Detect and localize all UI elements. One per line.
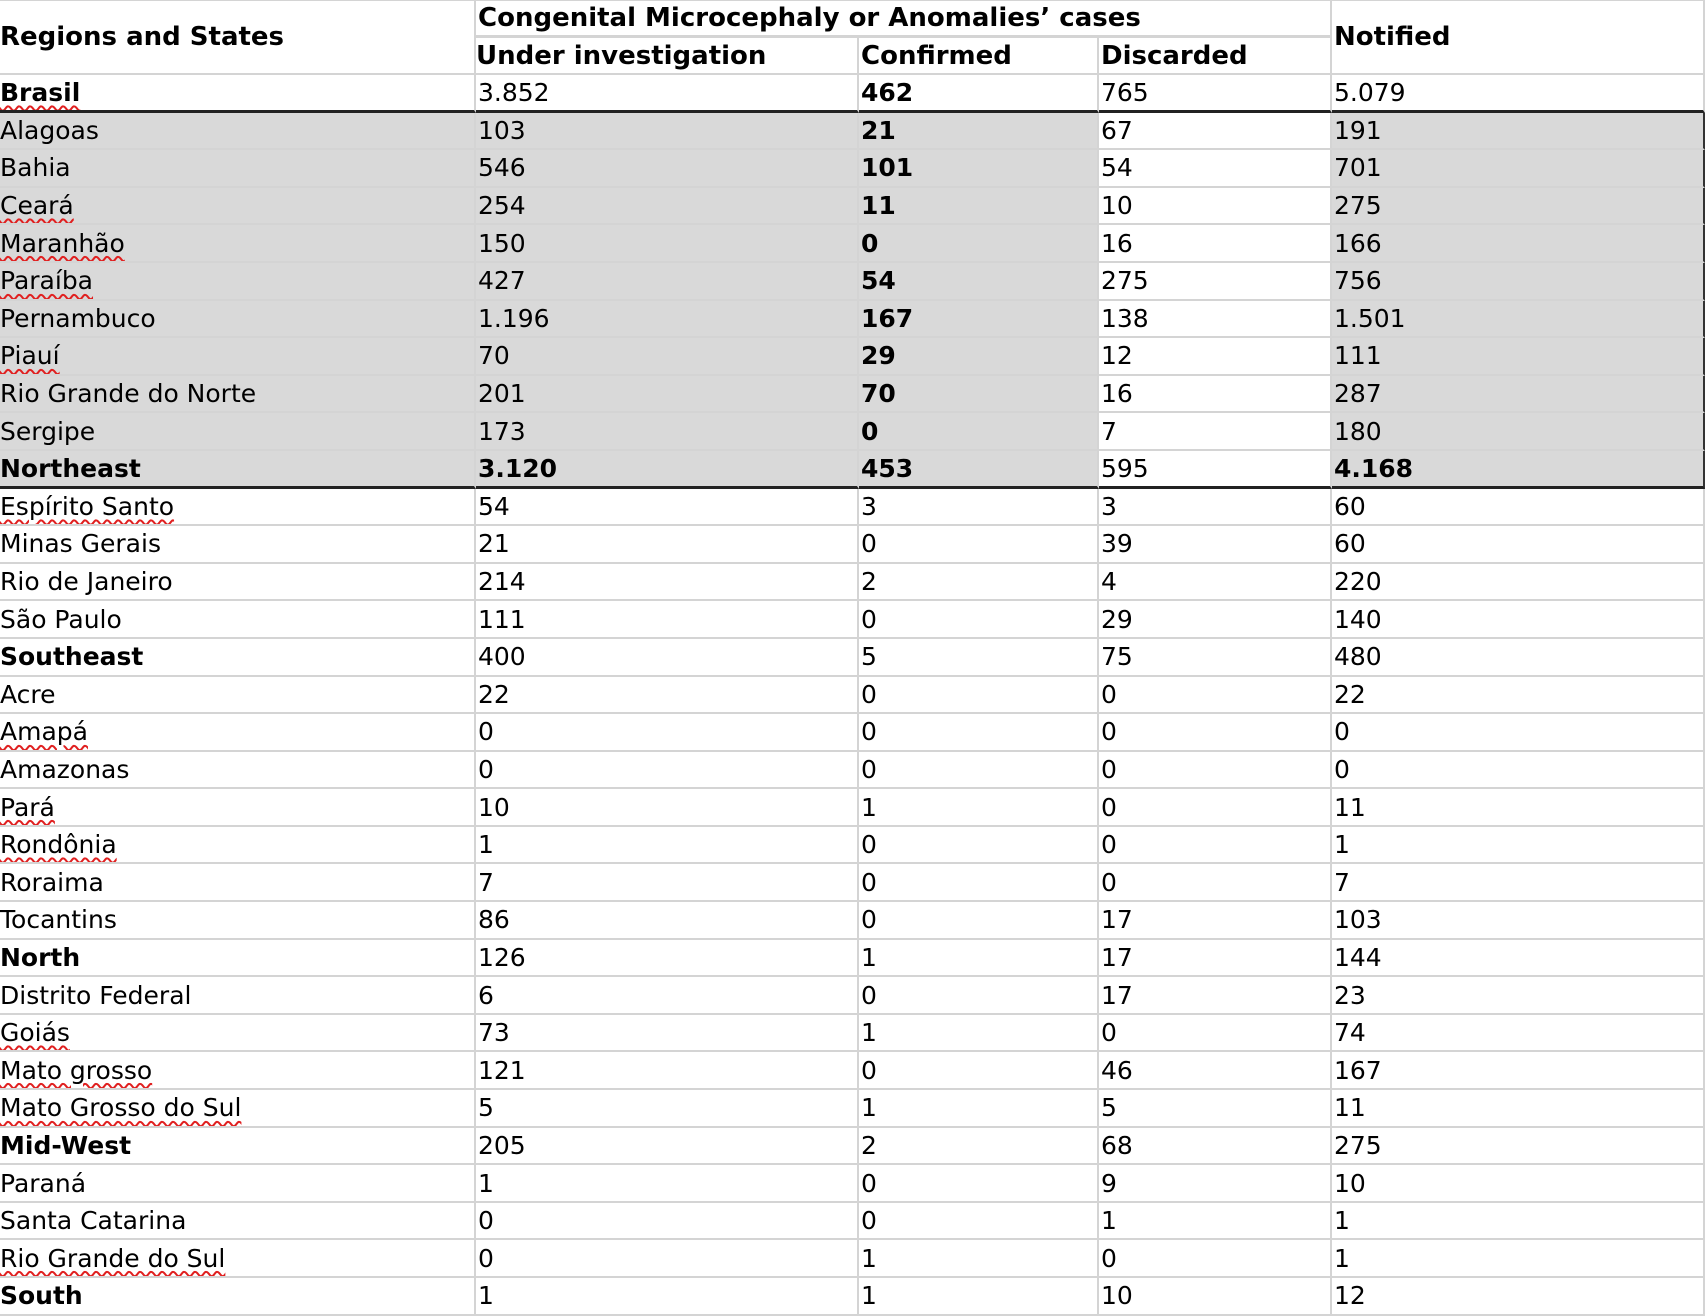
cell-confirmed: 11: [859, 188, 1099, 226]
cell-notified: 701: [1332, 150, 1705, 188]
table-row: [0, 150, 1705, 188]
cell-under: 7: [476, 864, 859, 902]
cell-discarded: 39: [1099, 526, 1332, 564]
row-name: Ceará: [0, 188, 476, 226]
table-row: [0, 714, 1705, 752]
cell-confirmed: 453: [859, 451, 1099, 489]
row-name: Distrito Federal: [0, 977, 476, 1015]
cell-confirmed: 29: [859, 338, 1099, 376]
cell-confirmed: 1: [859, 789, 1099, 827]
table-row: [0, 188, 1705, 226]
cell-discarded: 0: [1099, 677, 1332, 715]
cell-discarded: 275: [1099, 263, 1332, 301]
cell-notified: 275: [1332, 188, 1705, 226]
table-row: [0, 1052, 1705, 1090]
cell-confirmed: 0: [859, 864, 1099, 902]
cell-discarded: 7: [1099, 413, 1332, 451]
cell-notified: 74: [1332, 1015, 1705, 1053]
cell-under: 1.196: [476, 301, 859, 339]
cell-discarded: 5: [1099, 1090, 1332, 1128]
cell-notified: 11: [1332, 789, 1705, 827]
cell-confirmed: 70: [859, 376, 1099, 414]
cell-notified: 191: [1332, 113, 1705, 151]
row-name: Bahia: [0, 150, 476, 188]
cell-confirmed: 0: [859, 526, 1099, 564]
cell-discarded: 67: [1099, 113, 1332, 151]
header-under-investigation: Under investigation: [476, 37, 859, 75]
table-row-north-total: [0, 940, 1705, 978]
cell-notified: 60: [1332, 489, 1705, 527]
table-row: [0, 1203, 1705, 1241]
cell-discarded: 17: [1099, 940, 1332, 978]
cell-confirmed: 54: [859, 263, 1099, 301]
row-name: North: [0, 940, 476, 978]
row-name: Espírito Santo: [0, 489, 476, 527]
row-name: Acre: [0, 677, 476, 715]
cell-under: 1: [476, 1278, 859, 1316]
table-row: [0, 864, 1705, 902]
row-name: Goiás: [0, 1015, 476, 1053]
cell-discarded: 12: [1099, 338, 1332, 376]
cell-under: 54: [476, 489, 859, 527]
row-name: Mato Grosso do Sul: [0, 1090, 476, 1128]
cell-notified: 5.079: [1332, 75, 1705, 113]
cell-under: 546: [476, 150, 859, 188]
cell-discarded: 0: [1099, 864, 1332, 902]
table-row: [0, 564, 1705, 602]
cell-confirmed: 167: [859, 301, 1099, 339]
cell-under: 126: [476, 940, 859, 978]
cell-discarded: 595: [1099, 451, 1332, 489]
cell-confirmed: 0: [859, 714, 1099, 752]
header-group-cases: Congenital Microcephaly or Anomalies’ cases: [476, 0, 1332, 37]
cell-notified: 756: [1332, 263, 1705, 301]
table-row-brasil: [0, 75, 1705, 113]
row-name: Amazonas: [0, 752, 476, 790]
cell-notified: 166: [1332, 225, 1705, 263]
cell-discarded: 0: [1099, 827, 1332, 865]
row-name: Pernambuco: [0, 301, 476, 339]
cell-under: 205: [476, 1128, 859, 1166]
cell-confirmed: 0: [859, 413, 1099, 451]
cell-discarded: 68: [1099, 1128, 1332, 1166]
cell-under: 150: [476, 225, 859, 263]
row-name: South: [0, 1278, 476, 1316]
cell-notified: 10: [1332, 1165, 1705, 1203]
cell-under: 0: [476, 1240, 859, 1278]
cell-confirmed: 0: [859, 225, 1099, 263]
table-row: [0, 1015, 1705, 1053]
cell-discarded: 16: [1099, 225, 1332, 263]
cell-confirmed: 0: [859, 752, 1099, 790]
cell-under: 400: [476, 639, 859, 677]
cell-discarded: 9: [1099, 1165, 1332, 1203]
cell-notified: 140: [1332, 601, 1705, 639]
table-row: [0, 338, 1705, 376]
table-row: [0, 601, 1705, 639]
cell-notified: 287: [1332, 376, 1705, 414]
table-row: [0, 489, 1705, 527]
row-name: Southeast: [0, 639, 476, 677]
row-name: Paraíba: [0, 263, 476, 301]
cell-notified: 1.501: [1332, 301, 1705, 339]
table-row: [0, 113, 1705, 151]
row-name: Paraná: [0, 1165, 476, 1203]
table-row: [0, 376, 1705, 414]
cell-notified: 7: [1332, 864, 1705, 902]
cell-notified: 4.168: [1332, 451, 1705, 489]
cell-discarded: 10: [1099, 1278, 1332, 1316]
cell-discarded: 138: [1099, 301, 1332, 339]
cell-notified: 1: [1332, 1240, 1705, 1278]
cell-under: 173: [476, 413, 859, 451]
cell-notified: 60: [1332, 526, 1705, 564]
cell-discarded: 10: [1099, 188, 1332, 226]
cell-notified: 11: [1332, 1090, 1705, 1128]
table-row: [0, 1090, 1705, 1128]
cell-notified: 167: [1332, 1052, 1705, 1090]
row-name: Santa Catarina: [0, 1203, 476, 1241]
cell-under: 214: [476, 564, 859, 602]
header-regions-states: Regions and States: [0, 0, 476, 75]
cell-under: 73: [476, 1015, 859, 1053]
cell-confirmed: 0: [859, 1165, 1099, 1203]
cell-confirmed: 0: [859, 1203, 1099, 1241]
cell-notified: 12: [1332, 1278, 1705, 1316]
cell-discarded: 3: [1099, 489, 1332, 527]
cell-confirmed: 0: [859, 1052, 1099, 1090]
cell-under: 111: [476, 601, 859, 639]
table-row-southeast-total: [0, 639, 1705, 677]
table-row: [0, 677, 1705, 715]
table-row: [0, 827, 1705, 865]
cell-confirmed: 1: [859, 1015, 1099, 1053]
table-body: [0, 75, 1705, 1316]
table-row: [0, 902, 1705, 940]
cell-under: 427: [476, 263, 859, 301]
header-confirmed: Confirmed: [859, 37, 1099, 75]
row-name: Pará: [0, 789, 476, 827]
row-name: Alagoas: [0, 113, 476, 151]
cell-under: 10: [476, 789, 859, 827]
table-row: [0, 263, 1705, 301]
cell-confirmed: 1: [859, 940, 1099, 978]
table-row: [0, 1165, 1705, 1203]
header-discarded: Discarded: [1099, 37, 1332, 75]
row-name: Maranhão: [0, 225, 476, 263]
cell-confirmed: 21: [859, 113, 1099, 151]
cell-notified: 480: [1332, 639, 1705, 677]
cell-under: 254: [476, 188, 859, 226]
row-name: Brasil: [0, 75, 476, 113]
row-name: Rio Grande do Norte: [0, 376, 476, 414]
cell-under: 121: [476, 1052, 859, 1090]
row-name: Minas Gerais: [0, 526, 476, 564]
cell-notified: 103: [1332, 902, 1705, 940]
cell-discarded: 765: [1099, 75, 1332, 113]
cell-discarded: 4: [1099, 564, 1332, 602]
table-row-northeast-total: [0, 451, 1705, 489]
cell-discarded: 17: [1099, 902, 1332, 940]
cell-confirmed: 5: [859, 639, 1099, 677]
table-row: [0, 789, 1705, 827]
cell-confirmed: 462: [859, 75, 1099, 113]
table-row: [0, 752, 1705, 790]
table-row: [0, 413, 1705, 451]
cell-notified: 0: [1332, 714, 1705, 752]
cell-discarded: 0: [1099, 1240, 1332, 1278]
cell-under: 6: [476, 977, 859, 1015]
cell-under: 22: [476, 677, 859, 715]
table-row: [0, 977, 1705, 1015]
row-name: Rio Grande do Sul: [0, 1240, 476, 1278]
cell-notified: 22: [1332, 677, 1705, 715]
cell-notified: 111: [1332, 338, 1705, 376]
cell-discarded: 54: [1099, 150, 1332, 188]
cell-discarded: 0: [1099, 1015, 1332, 1053]
cell-confirmed: 1: [859, 1278, 1099, 1316]
cell-discarded: 0: [1099, 714, 1332, 752]
row-name: Mid-West: [0, 1128, 476, 1166]
cell-confirmed: 1: [859, 1090, 1099, 1128]
cell-confirmed: 2: [859, 564, 1099, 602]
cell-under: 3.852: [476, 75, 859, 113]
row-name: Piauí: [0, 338, 476, 376]
cell-confirmed: 1: [859, 1240, 1099, 1278]
cell-under: 21: [476, 526, 859, 564]
header-notified: Notified: [1332, 0, 1705, 75]
cell-notified: 275: [1332, 1128, 1705, 1166]
row-name: Amapá: [0, 714, 476, 752]
row-name: Roraima: [0, 864, 476, 902]
cell-confirmed: 0: [859, 902, 1099, 940]
cell-confirmed: 0: [859, 827, 1099, 865]
cell-under: 0: [476, 1203, 859, 1241]
cell-confirmed: 3: [859, 489, 1099, 527]
cell-notified: 220: [1332, 564, 1705, 602]
row-name: Mato grosso: [0, 1052, 476, 1090]
table-row: [0, 225, 1705, 263]
cell-notified: 180: [1332, 413, 1705, 451]
cell-under: 201: [476, 376, 859, 414]
cell-discarded: 1: [1099, 1203, 1332, 1241]
cell-notified: 144: [1332, 940, 1705, 978]
cell-confirmed: 101: [859, 150, 1099, 188]
cell-discarded: 0: [1099, 789, 1332, 827]
cell-confirmed: 0: [859, 977, 1099, 1015]
cell-under: 3.120: [476, 451, 859, 489]
cell-confirmed: 0: [859, 601, 1099, 639]
cell-under: 103: [476, 113, 859, 151]
cell-discarded: 16: [1099, 376, 1332, 414]
row-name: Northeast: [0, 451, 476, 489]
table-row: [0, 301, 1705, 339]
cell-under: 70: [476, 338, 859, 376]
cell-discarded: 75: [1099, 639, 1332, 677]
table-row-south-total: [0, 1278, 1705, 1316]
cell-notified: 0: [1332, 752, 1705, 790]
cell-discarded: 0: [1099, 752, 1332, 790]
cell-confirmed: 0: [859, 677, 1099, 715]
row-name: Rondônia: [0, 827, 476, 865]
cell-discarded: 17: [1099, 977, 1332, 1015]
cell-confirmed: 2: [859, 1128, 1099, 1166]
cell-notified: 1: [1332, 827, 1705, 865]
row-name: São Paulo: [0, 601, 476, 639]
cell-notified: 1: [1332, 1203, 1705, 1241]
cell-discarded: 29: [1099, 601, 1332, 639]
cell-under: 1: [476, 1165, 859, 1203]
cell-under: 86: [476, 902, 859, 940]
cell-notified: 23: [1332, 977, 1705, 1015]
header-row-group: [0, 0, 1705, 37]
cell-under: 0: [476, 752, 859, 790]
cell-under: 0: [476, 714, 859, 752]
row-name: Sergipe: [0, 413, 476, 451]
cell-under: 1: [476, 827, 859, 865]
row-name: Rio de Janeiro: [0, 564, 476, 602]
table-row: [0, 526, 1705, 564]
cell-discarded: 46: [1099, 1052, 1332, 1090]
row-name: Tocantins: [0, 902, 476, 940]
table-row-midwest-total: [0, 1128, 1705, 1166]
cell-under: 5: [476, 1090, 859, 1128]
table-row: [0, 1240, 1705, 1278]
